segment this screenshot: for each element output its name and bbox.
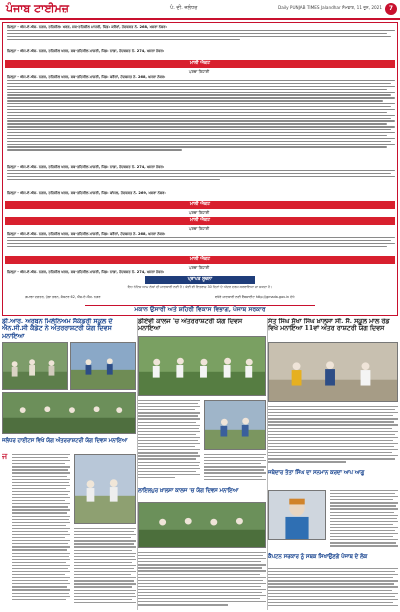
- section-band: ਮਾਲੀ ਐਕਟ: [5, 201, 395, 209]
- article-headline: ਡੀਏਵੀ ਕਾਲਜ 'ਚ ਅੰਤਰਰਾਸ਼ਟਰੀ ਯੋਗ ਦਿਵਸ ਮਨਾਇਆ: [138, 318, 243, 333]
- article-column-3: [268, 318, 398, 610]
- newspaper-name: ਪੰਜਾਬ ਟਾਈਮਜ਼: [6, 2, 69, 15]
- article-sub-headline: ਕੈਪਟਨ ਸਰਕਾਰ ਨੂੰ ਸਬਕ ਸਿਖਾਉਣਗੇ ਪੰਜਾਬ ਦੇ ਲੋਕ: [268, 554, 368, 560]
- article-photo: [204, 400, 266, 450]
- edition-label: ਪੰ. ਦੀ. ਜਲੰਧਰ: [170, 5, 198, 11]
- article-photo: [138, 502, 266, 548]
- article-sub-headline: ਜਲੰਧਰ ਹਾਈਟਸ ਵਿਖੇ ਯੋਗ ਅੰਤਰਰਾਸ਼ਟਰੀ ਯੋਗ ਦਿਵਸ ਮਨਾਇਆ: [2, 438, 128, 444]
- article-sub-headline: ਜਥੇਦਾਰ ਤੋਤਾ ਸਿੰਘ ਦਾ ਸਨਮਾਨ ਕਰਦਾ ਆਪ ਆਗੂ: [268, 470, 365, 476]
- article-body-text: [138, 400, 200, 484]
- article-body-text: [330, 490, 398, 550]
- article-column-1: [2, 318, 136, 610]
- article-photo: [138, 336, 266, 396]
- notice-office-address: ਗਮਾਡਾ ਦਫ਼ਤਰ, ਪੁੱਡਾ ਭਵਨ, ਸੈਕਟਰ 62, ਐਸ.ਏ.ਐਸ. ਨਗਰ: [25, 295, 101, 299]
- article-photo: [268, 490, 326, 540]
- article-headline: ਡੀ.ਆਰ. ਅਰਬਨ ਮਿਲੇਨਿਅਮ ਸੈਕੰਡਰੀ ਸਕੂਲ ਦੇ ਐਨ.ਸੀ.ਸੀ ਕੈਡੇਟ ਨੇ ਅੰਤਰਰਾਸ਼ਟਰੀ ਯੋਗ ਦਿਵਸ ਮਨਾਇਆ: [2, 318, 113, 340]
- notice-paragraph: ਜ਼ਿਲ੍ਹਾ - ਐਸ.ਏ.ਐਸ. ਨਗਰ, ਤਹਿਸੀਲ ਖਰੜ, ਸਬ-ਤਹਿਸੀਲ ਮਾਜਰੀ, ਪਿੰਡ: ਕਰੌਰਾਂ, ਹੱਦਬਸਤ ਨੰ. 268, ਖਸਰਾ ਨੰਬਰ:: [7, 232, 395, 254]
- notice-paragraph: ਜ਼ਿਲ੍ਹਾ - ਐਸ.ਏ.ਐਸ. ਨਗਰ, ਤਹਿਸੀਲ: ਖਰੜ, ਸਬ-ਤਹਿਸੀਲ ਮਾਜਰੀ, ਪਿੰਡ: ਕਰੌਰਾਂ, ਹੱਦਬਸਤ ਨੰ. 268, ਖਸਰਾ ਨੰਬਰ:: [7, 25, 395, 47]
- article-column-2: [138, 318, 266, 610]
- article-sub-headline: ਲਾਇਲਪੁਰ ਖ਼ਾਲਸਾ ਕਾਲਜ 'ਚ ਯੋਗ ਦਿਵਸ ਮਨਾਇਆ: [138, 488, 239, 494]
- article-photo: [268, 342, 398, 402]
- article-photo: [2, 392, 136, 434]
- article-photo: [70, 342, 136, 390]
- notice-paragraph: ਜ਼ਿਲ੍ਹਾ - ਐਸ.ਏ.ਐਸ. ਨਗਰ, ਤਹਿਸੀਲ ਖਰੜ, ਸਬ-ਤਹਿਸੀਲ ਮਾਜਰੀ, ਪਿੰਡ: ਕਾਂਸਲ, ਹੱਦਬਸਤ ਨੰ. 269, ਖਸਰਾ ਨੰਬਰ:: [7, 191, 166, 195]
- notice-paragraph: ਜ਼ਿਲ੍ਹਾ - ਐਸ.ਏ.ਐਸ. ਨਗਰ, ਤਹਿਸੀਲ ਖਰੜ, ਸਬ-ਤਹਿਸੀਲ ਮਾਜਰੀ, ਪਿੰਡ: ਨਾਡਾ, ਹੱਦਬਸਤ ਨੰ. 274, ਖਸਰਾ ਨੰਬਰ:: [7, 49, 165, 53]
- section-band: ਮਾਲੀ ਐਕਟ: [5, 60, 395, 68]
- government-notice: [2, 22, 398, 316]
- notice-footer-title: ਪ੍ਰਾਪਤ ਸੂਚਨਾ: [145, 276, 255, 284]
- notice-website-note: ਵਧੇਰੇ ਜਾਣਕਾਰੀ ਲਈ ਵੈੱਬਸਾਈਟ http://gmada.gov.in ਦੇਖੋ: [215, 295, 295, 299]
- article-dropcap: ਜ: [2, 452, 8, 461]
- notice-paragraph: ਜ਼ਿਲ੍ਹਾ - ਐਸ.ਏ.ਐਸ. ਨਗਰ, ਤਹਿਸੀਲ ਖਰੜ, ਸਬ-ਤਹਿਸੀਲ ਮਾਜਰੀ, ਪਿੰਡ: ਨਾਡਾ, ਹੱਦਬਸਤ ਨੰ. 274, ਖਸਰਾ ਨੰਬਰ:: [7, 165, 395, 189]
- section-subband: ਪਰਚਾ ਰਿਹਾਈ: [188, 265, 210, 270]
- section-band: ਮਾਲੀ ਐਕਟ: [5, 217, 395, 225]
- notice-footer-note: ਇਹ ਨੋਟਿਸ ਆਮ ਲੋਕਾਂ ਦੀ ਜਾਣਕਾਰੀ ਲਈ ਹੈ। ਕੋਈ ਵੀ ਇਤਰਾਜ਼ 30 ਦਿਨਾਂ ਦੇ ਅੰਦਰ ਦਰਜ ਕਰਵਾਇਆ ਜਾ ਸਕਦਾ ਹੈ।: [127, 285, 273, 289]
- article-body-text: [204, 454, 266, 484]
- section-band: ਮਾਲੀ ਐਕਟ: [5, 256, 395, 264]
- notice-footer: [5, 276, 395, 314]
- article-photo: [2, 342, 68, 390]
- article-body-text: [268, 406, 398, 466]
- article-body-text: [74, 528, 136, 609]
- department-signature: ਮਕਾਨ ਉਸਾਰੀ ਅਤੇ ਸ਼ਹਿਰੀ ਵਿਕਾਸ ਵਿਭਾਗ, ਪੰਜਾਬ ਸਰਕਾਰ: [85, 305, 315, 313]
- news-articles: [2, 318, 398, 610]
- page-number: 7: [385, 3, 397, 15]
- masthead: [0, 0, 400, 20]
- section-subband: ਪਰਚਾ ਰਿਹਾਈ: [188, 210, 210, 215]
- section-subband: ਪਰਚਾ ਰਿਹਾਈ: [188, 69, 210, 74]
- section-subband: ਪਰਚਾ ਰਿਹਾਈ: [188, 226, 210, 231]
- article-headline: ਸੰਤ ਸਿੰਘ ਸੁੱਖਾ ਸਿੰਘ ਖ਼ਾਲਸਾ ਸੀ. ਸੈ. ਸਕੂਲ ਮਾਲ ਰੋਡ ਵਿਖੇ ਮਨਾਇਆ 11ਵਾਂ ਅੰਤਰ ਰਾਸ਼ਟਰੀ ਯੋਗ ਦਿਵਸ: [268, 318, 390, 333]
- article-photo: [74, 454, 136, 524]
- dateline: Daily PUNJAB TIMES Jalandhar ਸੋਮਵਾਰ, 11 ਜੂਨ, 2021: [278, 5, 382, 10]
- article-body-text: [268, 568, 398, 609]
- article-body-text: [138, 552, 266, 609]
- notice-paragraph: ਜ਼ਿਲ੍ਹਾ - ਐਸ.ਏ.ਐਸ. ਨਗਰ, ਤਹਿਸੀਲ ਖਰੜ, ਸਬ-ਤਹਿਸੀਲ ਮਾਜਰੀ, ਪਿੰਡ: ਨਾਡਾ, ਹੱਦਬਸਤ ਨੰ. 274, ਖਸਰਾ ਨੰਬਰ:: [7, 270, 165, 274]
- article-body-text: [12, 454, 70, 609]
- notice-paragraph: ਜ਼ਿਲ੍ਹਾ - ਐਸ.ਏ.ਐਸ. ਨਗਰ, ਤਹਿਸੀਲ ਖਰੜ, ਸਬ-ਤਹਿਸੀਲ ਮਾਜਰੀ, ਪਿੰਡ: ਕਰੌਰਾਂ, ਹੱਦਬਸਤ ਨੰ. 268, ਖਸਰਾ ਨੰਬਰ:: [7, 75, 395, 163]
